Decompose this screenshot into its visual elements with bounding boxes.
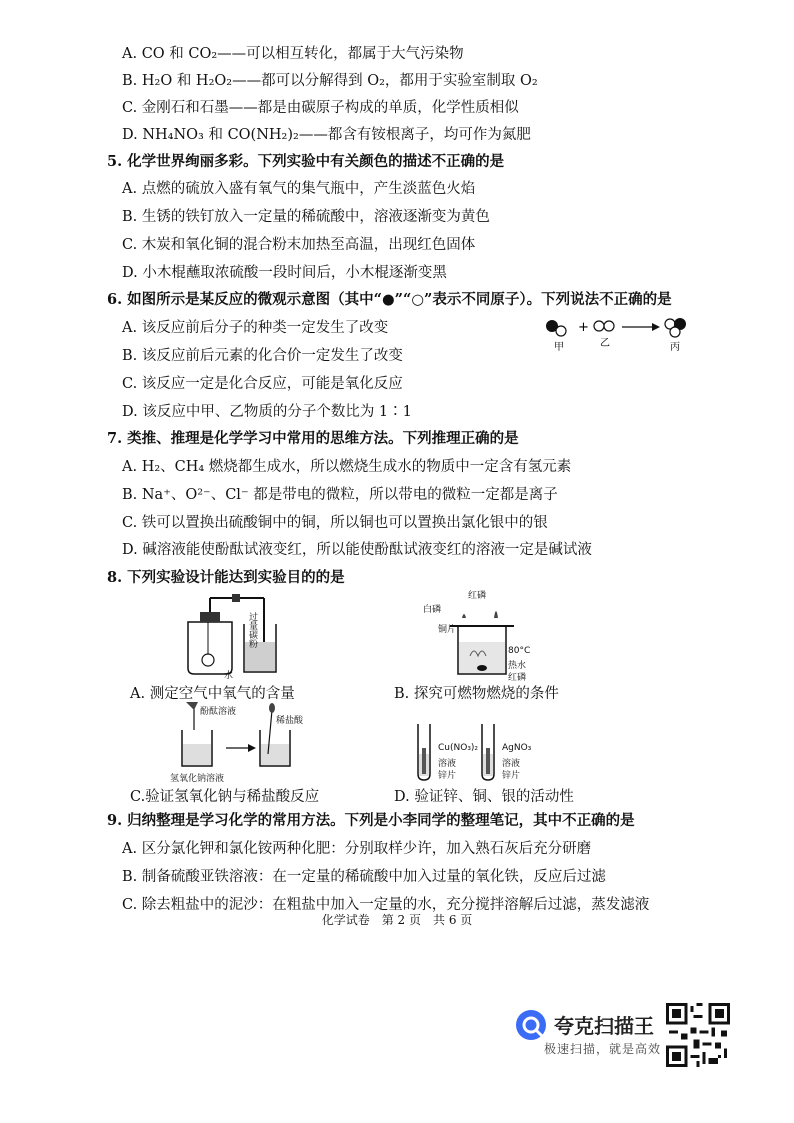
q9-option-c: C. 除去粗盐中的泥沙：在粗盐中加入一定量的水，充分搅拌溶解后过滤，蒸发滤液 — [122, 897, 650, 913]
reaction-arrow — [622, 323, 660, 331]
q5-option-d: D. 小木棍蘸取浓硫酸一段时间后，小木棍逐渐变黑 — [122, 265, 447, 281]
label-bing: 丙 — [670, 342, 680, 353]
q7-option-c: C. 铁可以置换出硫酸铜中的铜，所以铜也可以置换出氯化银中的银 — [122, 515, 548, 531]
molecule-bing — [665, 318, 686, 337]
fig-d-label-ag-nitrate: AgNO₃ — [502, 743, 532, 753]
fig-b-label-red-p2: 红磷 — [508, 673, 527, 683]
brand-name: 夸克扫描王 — [554, 1014, 654, 1038]
fig-b-label-red-p: 红磷 — [468, 591, 487, 601]
reaction-diagram — [540, 314, 700, 354]
fig-b-label-hot-water: 热水 — [508, 661, 527, 671]
label-jia: 甲 — [554, 342, 564, 353]
q9-option-a: A. 区分氯化钾和氯化铵两种化肥：分别取样少许，加入熟石灰后充分研磨 — [122, 841, 592, 857]
fig-c-label-hcl: 稀盐酸 — [276, 716, 304, 726]
q7-stem: 7. 类推、推理是化学学习中常用的思维方法。下列推理正确的是 — [107, 430, 519, 447]
q8-caption-a: A. 测定空气中氧气的含量 — [130, 686, 295, 702]
q4-option-d: D. NH₄NO₃ 和 CO(NH₂)₂——都含有铵根离子，均可作为氮肥 — [122, 127, 531, 143]
fig-a-label-powder: 过量碳粉 — [247, 612, 257, 648]
q9-option-b: B. 制备硫酸亚铁溶液：在一定量的稀硫酸中加入过量的氧化铁，反应后过滤 — [122, 869, 606, 885]
q4-option-b: B. H₂O 和 H₂O₂——都可以分解得到 O₂，都用于实验室制取 O₂ — [122, 73, 538, 89]
fig-a-label-water: 水 — [224, 671, 234, 681]
q8-stem: 8. 下列实验设计能达到实验目的的是 — [107, 569, 345, 586]
q7-option-b: B. Na⁺、O²⁻、Cl⁻ 都是带电的微粒，所以带电的微粒一定都是离子 — [122, 487, 558, 503]
qr-code — [666, 1003, 730, 1067]
fig-b-label-copper: 铜片 — [438, 625, 457, 635]
fig-d-label-zn2: 锌片 — [502, 771, 521, 781]
fig-c-label-naoh: 氢氧化钠溶液 — [170, 774, 225, 784]
figure-a-oxygen-apparatus — [180, 594, 280, 678]
fig-d-label-cu-solution: 溶液 — [438, 759, 457, 769]
q6-option-b: B. 该反应前后元素的化合价一定发生了改变 — [122, 348, 403, 364]
q6-option-d: D. 该反应中甲、乙物质的分子个数比为 1∶1 — [122, 404, 412, 420]
label-yi: 乙 — [600, 338, 610, 349]
q6-option-a: A. 该反应前后分子的种类一定发生了改变 — [122, 320, 389, 336]
fig-d-label-cu-nitrate: Cu(NO₃)₂ — [438, 743, 479, 753]
q6-stem: 6. 如图所示是某反应的微观示意图（其中“●”“○”表示不同原子）。下列说法不正确的是 — [107, 291, 672, 308]
q7-option-a: A. H₂、CH₄ 燃烧都生成水，所以燃烧生成水的物质中一定含有氢元素 — [122, 459, 572, 475]
molecule-jia — [546, 320, 566, 336]
fig-c-label-phenol: 酚酞溶液 — [200, 707, 237, 717]
q9-stem: 9. 归纳整理是学习化学的常用方法。下列是小李同学的整理笔记，其中不正确的是 — [107, 812, 635, 829]
q8-caption-b: B. 探究可燃物燃烧的条件 — [394, 686, 559, 702]
page-footer: 化学试卷 第 2 页 共 6 页 — [321, 913, 473, 927]
brand-logo-icon — [514, 1008, 548, 1042]
molecule-yi — [594, 321, 614, 331]
plus-sign: + — [578, 320, 589, 335]
q8-caption-d: D. 验证锌、铜、银的活动性 — [394, 789, 574, 805]
brand-tagline: 极速扫描，就是高效 — [544, 1042, 662, 1056]
q4-option-a: A. CO 和 CO₂——可以相互转化，都属于大气污染物 — [122, 46, 464, 62]
fig-b-label-white-p: 白磷 — [423, 605, 442, 615]
q5-option-b: B. 生锈的铁钉放入一定量的稀硫酸中，溶液逐渐变为黄色 — [122, 209, 490, 225]
q6-option-c: C. 该反应一定是化合反应，可能是氧化反应 — [122, 376, 403, 392]
q5-option-c: C. 木炭和氧化铜的混合粉末加热至高温，出现红色固体 — [122, 237, 476, 253]
fig-b-label-temp: 80°C — [508, 646, 531, 656]
fig-d-label-zn1: 锌片 — [438, 771, 457, 781]
q8-caption-c: C.验证氢氧化钠与稀盐酸反应 — [130, 789, 320, 805]
fig-d-label-ag-solution: 溶液 — [502, 759, 521, 769]
q4-option-c: C. 金刚石和石墨——都是由碳原子构成的单质，化学性质相似 — [122, 100, 519, 116]
q5-stem: 5. 化学世界绚丽多彩。下列实验中有关颜色的描述不正确的是 — [107, 153, 505, 170]
q5-option-a: A. 点燃的硫放入盛有氧气的集气瓶中，产生淡蓝色火焰 — [122, 181, 476, 197]
q7-option-d: D. 碱溶液能使酚酞试液变红，所以能使酚酞试液变红的溶液一定是碱试液 — [122, 542, 592, 558]
